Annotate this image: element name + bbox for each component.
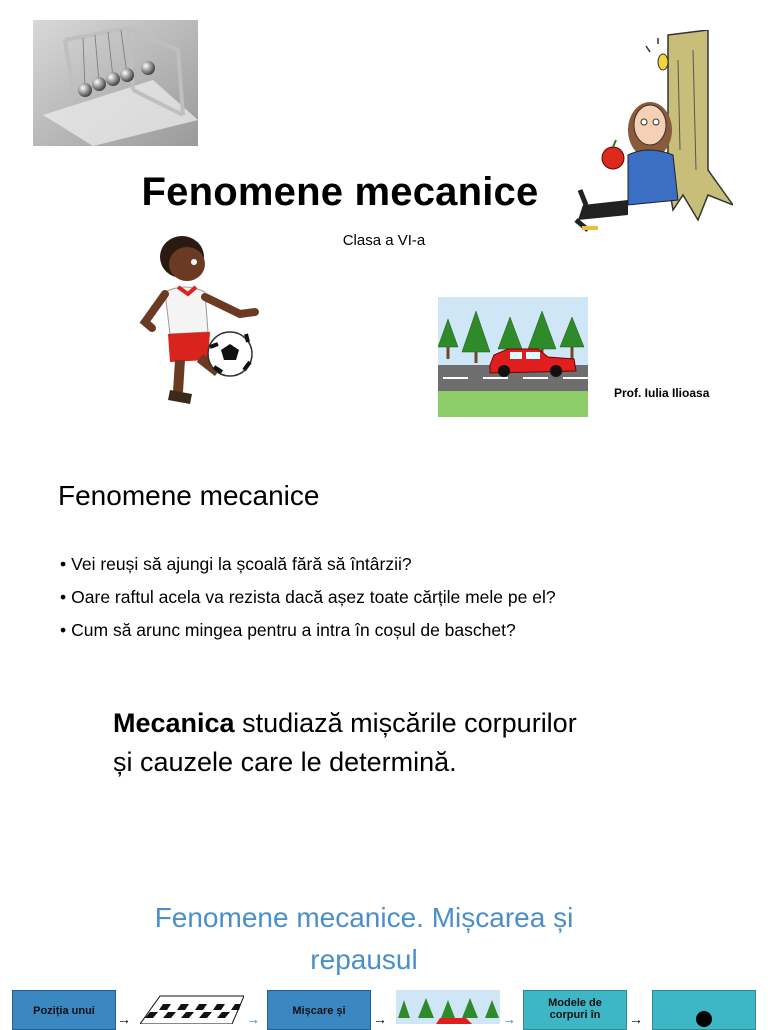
material-point-dot	[696, 1011, 712, 1027]
slide3-title	[60, 897, 668, 981]
slide-title-heading: Fenomene mecanice	[141, 170, 539, 214]
flow-box-motion: Mișcare și	[267, 990, 371, 1030]
arrow-icon: →	[373, 1011, 387, 1027]
soccer-boy-image	[130, 232, 265, 407]
arrow-icon: →	[629, 1011, 643, 1027]
flow-box-models	[523, 990, 627, 1030]
car-road-image	[438, 297, 588, 417]
definition-text-line2: și cauzele care le determină.	[113, 747, 457, 777]
question-list	[60, 548, 556, 647]
flow-box-models-text: Modele de corpuri în	[548, 997, 602, 1021]
newtons-cradle-image	[33, 20, 198, 146]
definition-text-line1: studiază mișcările corpurilor	[234, 708, 577, 738]
slide-subtitle: Clasa a VI-a	[342, 232, 426, 249]
car-road-thumbnail	[396, 990, 500, 1024]
slide3-title-line2: repausul	[310, 944, 418, 975]
arrow-icon: →	[117, 1011, 131, 1027]
chessboard-image	[140, 990, 244, 1024]
list-item: • Oare raftul acela va rezista dacă așez toate cărțile mele pe el?	[60, 581, 556, 614]
list-item: • Vei reuși să ajungi la școală fără să întârzii?	[60, 548, 556, 581]
arrow-icon: →	[246, 1011, 260, 1027]
flow-box-position: Poziția unui	[12, 990, 116, 1030]
list-item: • Cum să arunc mingea pentru a intra în coșul de baschet?	[60, 614, 556, 647]
definition-term: Mecanica	[113, 708, 235, 738]
slide3-title-line1: Fenomene mecanice. Mișcarea și	[154, 902, 574, 933]
slide-title	[0, 0, 768, 430]
slide2-title: Fenomene mecanice	[58, 480, 320, 511]
flow-box-point-model	[652, 990, 756, 1030]
arrow-icon: →	[502, 1011, 516, 1027]
author-label: Prof. Iulia Ilioasa	[614, 386, 710, 400]
mechanics-definition	[113, 704, 673, 782]
